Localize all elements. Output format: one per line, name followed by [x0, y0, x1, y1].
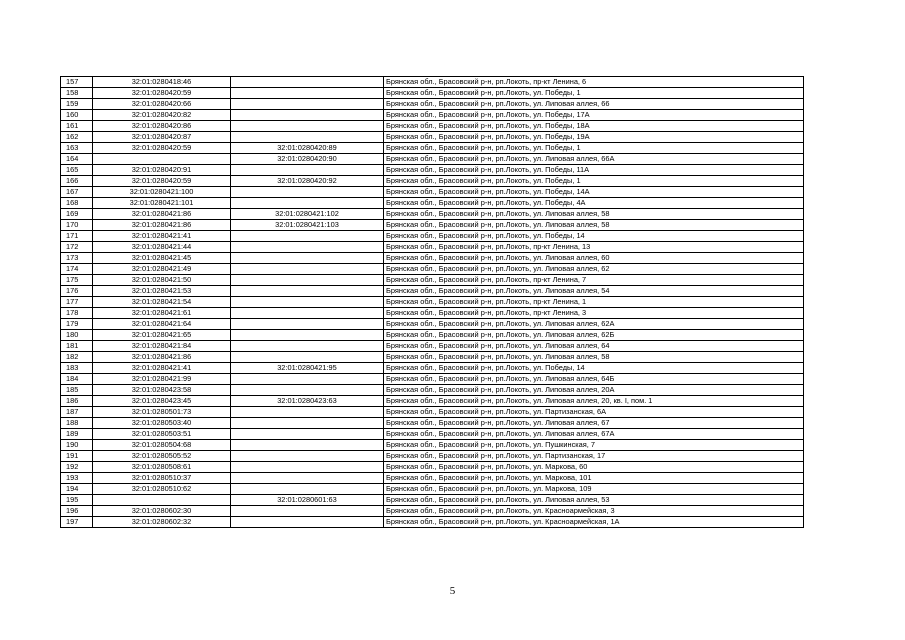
cadastral-number-secondary — [231, 231, 384, 242]
row-number: 191 — [61, 451, 93, 462]
address: Брянская обл., Брасовский р-н, рп.Локоть, ул. Победы, 18А — [384, 121, 804, 132]
row-number: 166 — [61, 176, 93, 187]
table-row — [61, 231, 804, 242]
row-number: 178 — [61, 308, 93, 319]
cadastral-number: 32:01:0280505:52 — [93, 451, 231, 462]
row-number: 169 — [61, 209, 93, 220]
cadastral-number: 32:01:0280421:99 — [93, 374, 231, 385]
row-number: 163 — [61, 143, 93, 154]
row-number: 158 — [61, 88, 93, 99]
cadastral-number-secondary — [231, 352, 384, 363]
address: Брянская обл., Брасовский р-н, рп.Локоть, ул. Липовая аллея, 62Б — [384, 330, 804, 341]
cadastral-number: 32:01:0280420:86 — [93, 121, 231, 132]
row-number: 171 — [61, 231, 93, 242]
cadastral-number-secondary — [231, 385, 384, 396]
address: Брянская обл., Брасовский р-н, рп.Локоть, пр-кт Ленина, 3 — [384, 308, 804, 319]
row-number: 186 — [61, 396, 93, 407]
address: Брянская обл., Брасовский р-н, рп.Локоть, пр-кт Ленина, 1 — [384, 297, 804, 308]
row-number: 192 — [61, 462, 93, 473]
cadastral-number: 32:01:0280421:54 — [93, 297, 231, 308]
cadastral-number: 32:01:0280420:87 — [93, 132, 231, 143]
cadastral-number: 32:01:0280423:45 — [93, 396, 231, 407]
table-row — [61, 99, 804, 110]
row-number: 181 — [61, 341, 93, 352]
cadastral-number-secondary — [231, 506, 384, 517]
cadastral-number-secondary — [231, 418, 384, 429]
address: Брянская обл., Брасовский р-н, рп.Локоть, ул. Липовая аллея, 62 — [384, 264, 804, 275]
row-number: 194 — [61, 484, 93, 495]
cadastral-number-secondary — [231, 242, 384, 253]
address: Брянская обл., Брасовский р-н, рп.Локоть, ул. Липовая аллея, 58 — [384, 209, 804, 220]
table-row — [61, 308, 804, 319]
cadastral-number: 32:01:0280421:86 — [93, 220, 231, 231]
cadastral-number: 32:01:0280504:68 — [93, 440, 231, 451]
table-row — [61, 484, 804, 495]
table-row — [61, 187, 804, 198]
address: Брянская обл., Брасовский р-н, рп.Локоть, ул. Победы, 14 — [384, 231, 804, 242]
table-row — [61, 517, 804, 528]
address: Брянская обл., Брасовский р-н, рп.Локоть, ул. Маркова, 101 — [384, 473, 804, 484]
address: Брянская обл., Брасовский р-н, рп.Локоть, ул. Победы, 1 — [384, 176, 804, 187]
table-row — [61, 440, 804, 451]
row-number: 174 — [61, 264, 93, 275]
row-number: 184 — [61, 374, 93, 385]
cadastral-number-secondary — [231, 187, 384, 198]
row-number: 167 — [61, 187, 93, 198]
table-row — [61, 132, 804, 143]
cadastral-number: 32:01:0280421:86 — [93, 209, 231, 220]
cadastral-number: 32:01:0280420:91 — [93, 165, 231, 176]
address: Брянская обл., Брасовский р-н, рп.Локоть, ул. Победы, 17А — [384, 110, 804, 121]
table-row — [61, 352, 804, 363]
cadastral-number: 32:01:0280421:41 — [93, 231, 231, 242]
table-row — [61, 297, 804, 308]
table-row — [61, 242, 804, 253]
cadastral-number-secondary — [231, 440, 384, 451]
cadastral-number-secondary — [231, 110, 384, 121]
address: Брянская обл., Брасовский р-н, рп.Локоть, ул. Победы, 14А — [384, 187, 804, 198]
cadastral-number-secondary: 32:01:0280423:63 — [231, 396, 384, 407]
cadastral-number: 32:01:0280503:51 — [93, 429, 231, 440]
address: Брянская обл., Брасовский р-н, рп.Локоть, ул. Пушкинская, 7 — [384, 440, 804, 451]
table-row — [61, 143, 804, 154]
row-number: 183 — [61, 363, 93, 374]
table-row — [61, 363, 804, 374]
address: Брянская обл., Брасовский р-н, рп.Локоть, ул. Липовая аллея, 67А — [384, 429, 804, 440]
address: Брянская обл., Брасовский р-н, рп.Локоть, ул. Липовая аллея, 66А — [384, 154, 804, 165]
cadastral-number-secondary — [231, 429, 384, 440]
cadastral-number-secondary: 32:01:0280420:92 — [231, 176, 384, 187]
cadastral-number: 32:01:0280602:32 — [93, 517, 231, 528]
cadastral-number-secondary — [231, 517, 384, 528]
address: Брянская обл., Брасовский р-н, рп.Локоть, ул. Липовая аллея, 20, кв. I, пом. 1 — [384, 396, 804, 407]
cadastral-number: 32:01:0280421:84 — [93, 341, 231, 352]
row-number: 195 — [61, 495, 93, 506]
cadastral-number: 32:01:0280508:61 — [93, 462, 231, 473]
row-number: 185 — [61, 385, 93, 396]
row-number: 160 — [61, 110, 93, 121]
row-number: 189 — [61, 429, 93, 440]
table-row — [61, 506, 804, 517]
cadastral-number-secondary — [231, 198, 384, 209]
row-number: 197 — [61, 517, 93, 528]
table-row — [61, 495, 804, 506]
address: Брянская обл., Брасовский р-н, рп.Локоть, ул. Липовая аллея, 20А — [384, 385, 804, 396]
address: Брянская обл., Брасовский р-н, рп.Локоть, ул. Маркова, 109 — [384, 484, 804, 495]
table-row — [61, 220, 804, 231]
row-number: 164 — [61, 154, 93, 165]
address: Брянская обл., Брасовский р-н, рп.Локоть, пр-кт Ленина, 13 — [384, 242, 804, 253]
cadastral-number: 32:01:0280421:50 — [93, 275, 231, 286]
row-number: 161 — [61, 121, 93, 132]
cadastral-number-secondary — [231, 319, 384, 330]
cadastral-number: 32:01:0280420:66 — [93, 99, 231, 110]
row-number: 176 — [61, 286, 93, 297]
cadastral-number-secondary: 32:01:0280420:89 — [231, 143, 384, 154]
cadastral-number-secondary — [231, 275, 384, 286]
cadastral-number: 32:01:0280421:41 — [93, 363, 231, 374]
row-number: 172 — [61, 242, 93, 253]
cadastral-number: 32:01:0280418:46 — [93, 77, 231, 88]
cadastral-number-secondary: 32:01:0280601:63 — [231, 495, 384, 506]
row-number: 159 — [61, 99, 93, 110]
table-row — [61, 253, 804, 264]
cadastral-number-secondary — [231, 341, 384, 352]
cadastral-number-secondary — [231, 253, 384, 264]
address: Брянская обл., Брасовский р-н, рп.Локоть, ул. Красноармейская, 1А — [384, 517, 804, 528]
cadastral-number-secondary — [231, 374, 384, 385]
cadastral-number: 32:01:0280602:30 — [93, 506, 231, 517]
table-row — [61, 473, 804, 484]
table-row — [61, 165, 804, 176]
cadastral-number: 32:01:0280420:59 — [93, 176, 231, 187]
cadastral-number-secondary — [231, 473, 384, 484]
cadastral-number-secondary — [231, 88, 384, 99]
row-number: 162 — [61, 132, 93, 143]
table-row — [61, 110, 804, 121]
table-row — [61, 451, 804, 462]
table-row — [61, 374, 804, 385]
table-row — [61, 286, 804, 297]
address: Брянская обл., Брасовский р-н, рп.Локоть, ул. Липовая аллея, 58 — [384, 352, 804, 363]
cadastral-number-secondary — [231, 462, 384, 473]
table-row — [61, 88, 804, 99]
address: Брянская обл., Брасовский р-н, рп.Локоть, ул. Победы, 1 — [384, 143, 804, 154]
cadastral-number-secondary — [231, 330, 384, 341]
cadastral-number: 32:01:0280421:65 — [93, 330, 231, 341]
address: Брянская обл., Брасовский р-н, рп.Локоть, ул. Красноармейская, 3 — [384, 506, 804, 517]
cadastral-number-secondary: 32:01:0280420:90 — [231, 154, 384, 165]
cadastral-number: 32:01:0280421:44 — [93, 242, 231, 253]
row-number: 179 — [61, 319, 93, 330]
address: Брянская обл., Брасовский р-н, рп.Локоть, ул. Партизанская, 6А — [384, 407, 804, 418]
table-row — [61, 275, 804, 286]
address: Брянская обл., Брасовский р-н, рп.Локоть, ул. Липовая аллея, 60 — [384, 253, 804, 264]
table-row — [61, 121, 804, 132]
cadastral-number: 32:01:0280510:37 — [93, 473, 231, 484]
table-row — [61, 407, 804, 418]
row-number: 170 — [61, 220, 93, 231]
table-row — [61, 198, 804, 209]
cadastral-number-secondary — [231, 407, 384, 418]
table-row — [61, 418, 804, 429]
address: Брянская обл., Брасовский р-н, рп.Локоть, пр-кт Ленина, 7 — [384, 275, 804, 286]
address: Брянская обл., Брасовский р-н, рп.Локоть, ул. Липовая аллея, 54 — [384, 286, 804, 297]
table-row — [61, 385, 804, 396]
cadastral-number-secondary — [231, 77, 384, 88]
row-number: 193 — [61, 473, 93, 484]
address: Брянская обл., Брасовский р-н, рп.Локоть, ул. Липовая аллея, 67 — [384, 418, 804, 429]
cadastral-number: 32:01:0280421:86 — [93, 352, 231, 363]
address: Брянская обл., Брасовский р-н, рп.Локоть, ул. Липовая аллея, 58 — [384, 220, 804, 231]
row-number: 182 — [61, 352, 93, 363]
address: Брянская обл., Брасовский р-н, рп.Локоть, ул. Липовая аллея, 53 — [384, 495, 804, 506]
row-number: 196 — [61, 506, 93, 517]
table-row — [61, 462, 804, 473]
cadastral-number: 32:01:0280421:100 — [93, 187, 231, 198]
address: Брянская обл., Брасовский р-н, рп.Локоть, ул. Липовая аллея, 64 — [384, 341, 804, 352]
cadastral-number: 32:01:0280421:53 — [93, 286, 231, 297]
cadastral-number-secondary — [231, 451, 384, 462]
table-row — [61, 154, 804, 165]
cadastral-number: 32:01:0280503:40 — [93, 418, 231, 429]
cadastral-number: 32:01:0280421:101 — [93, 198, 231, 209]
address: Брянская обл., Брасовский р-н, рп.Локоть, ул. Маркова, 60 — [384, 462, 804, 473]
row-number: 190 — [61, 440, 93, 451]
table-row — [61, 176, 804, 187]
cadastral-number: 32:01:0280510:62 — [93, 484, 231, 495]
address: Брянская обл., Брасовский р-н, рп.Локоть, ул. Липовая аллея, 64Б — [384, 374, 804, 385]
table-row — [61, 209, 804, 220]
row-number: 177 — [61, 297, 93, 308]
address: Брянская обл., Брасовский р-н, рп.Локоть, ул. Липовая аллея, 66 — [384, 99, 804, 110]
table-row — [61, 330, 804, 341]
cadastral-number-secondary: 32:01:0280421:103 — [231, 220, 384, 231]
cadastral-number: 32:01:0280420:59 — [93, 143, 231, 154]
address: Брянская обл., Брасовский р-н, рп.Локоть, ул. Партизанская, 17 — [384, 451, 804, 462]
row-number: 180 — [61, 330, 93, 341]
row-number: 157 — [61, 77, 93, 88]
cadastral-number: 32:01:0280421:64 — [93, 319, 231, 330]
row-number: 188 — [61, 418, 93, 429]
table-row — [61, 341, 804, 352]
address: Брянская обл., Брасовский р-н, рп.Локоть, ул. Победы, 19А — [384, 132, 804, 143]
cadastral-number: 32:01:0280420:59 — [93, 88, 231, 99]
cadastral-number — [93, 495, 231, 506]
cadastral-number-secondary — [231, 297, 384, 308]
address: Брянская обл., Брасовский р-н, рп.Локоть, ул. Победы, 14 — [384, 363, 804, 374]
cadastral-number: 32:01:0280421:49 — [93, 264, 231, 275]
cadastral-number-secondary: 32:01:0280421:102 — [231, 209, 384, 220]
cadastral-number: 32:01:0280501:73 — [93, 407, 231, 418]
cadastral-number-secondary — [231, 264, 384, 275]
address: Брянская обл., Брасовский р-н, рп.Локоть, ул. Победы, 1 — [384, 88, 804, 99]
table-row — [61, 264, 804, 275]
cadastral-number — [93, 154, 231, 165]
cadastral-number: 32:01:0280421:61 — [93, 308, 231, 319]
table-row — [61, 77, 804, 88]
cadastral-number: 32:01:0280420:82 — [93, 110, 231, 121]
table-body — [61, 77, 804, 528]
table-row — [61, 396, 804, 407]
address: Брянская обл., Брасовский р-н, рп.Локоть, ул. Победы, 4А — [384, 198, 804, 209]
address: Брянская обл., Брасовский р-н, рп.Локоть, ул. Липовая аллея, 62А — [384, 319, 804, 330]
row-number: 187 — [61, 407, 93, 418]
cadastral-table — [60, 76, 804, 528]
cadastral-number-secondary — [231, 165, 384, 176]
cadastral-number-secondary — [231, 132, 384, 143]
address: Брянская обл., Брасовский р-н, рп.Локоть, ул. Победы, 11А — [384, 165, 804, 176]
cadastral-number-secondary: 32:01:0280421:95 — [231, 363, 384, 374]
address: Брянская обл., Брасовский р-н, рп.Локоть, пр-кт Ленина, 6 — [384, 77, 804, 88]
row-number: 173 — [61, 253, 93, 264]
cadastral-number: 32:01:0280421:45 — [93, 253, 231, 264]
row-number: 175 — [61, 275, 93, 286]
table-row — [61, 319, 804, 330]
row-number: 168 — [61, 198, 93, 209]
cadastral-number-secondary — [231, 121, 384, 132]
cadastral-number-secondary — [231, 286, 384, 297]
row-number: 165 — [61, 165, 93, 176]
cadastral-number-secondary — [231, 99, 384, 110]
page-number: 5 — [449, 585, 456, 597]
cadastral-number: 32:01:0280423:58 — [93, 385, 231, 396]
cadastral-number-secondary — [231, 484, 384, 495]
table-row — [61, 429, 804, 440]
cadastral-number-secondary — [231, 308, 384, 319]
